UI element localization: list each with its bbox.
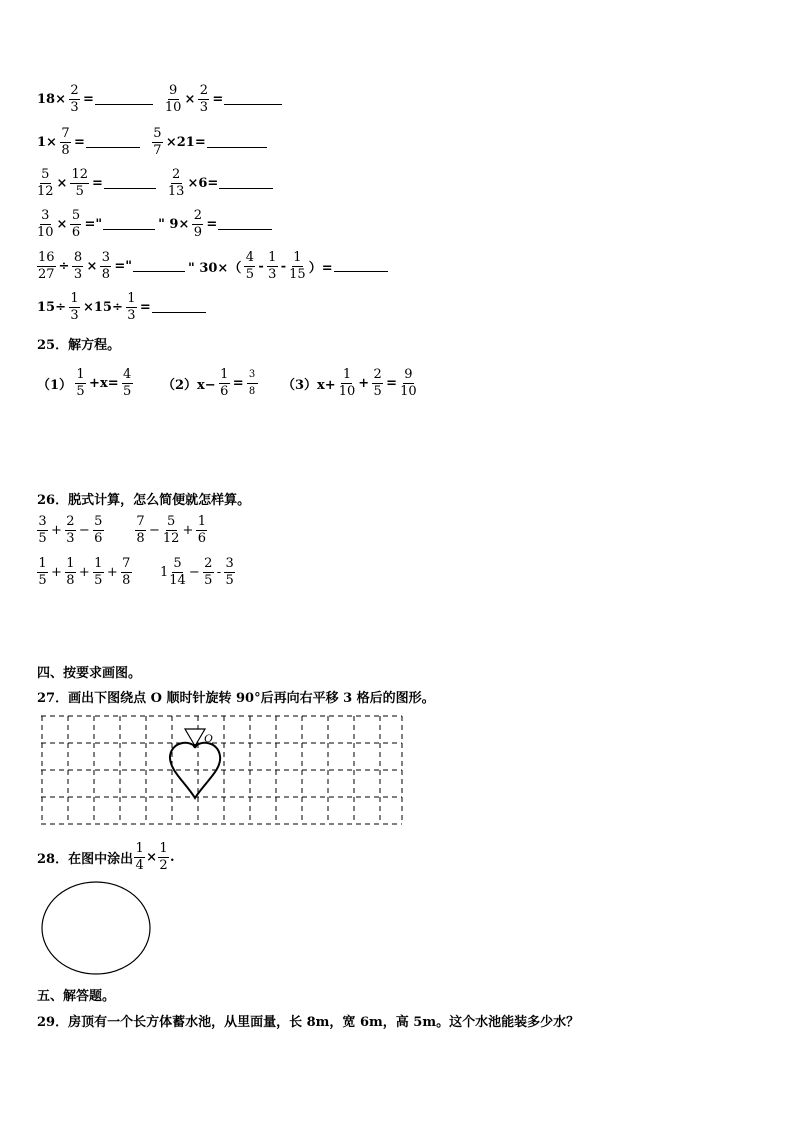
fraction [192, 209, 203, 240]
fraction [267, 251, 278, 282]
denominator: 6 [71, 225, 81, 240]
numerator: 2 [70, 83, 79, 98]
fraction [70, 209, 81, 240]
numerator: 5 [41, 167, 50, 182]
whole-number: 1 [160, 565, 169, 580]
calc-row-5 [37, 251, 391, 282]
equation-3 [282, 368, 420, 399]
fraction [244, 251, 255, 282]
answer-blank[interactable] [152, 302, 206, 313]
denominator: 15 [289, 267, 306, 282]
answer-blank[interactable] [133, 261, 185, 272]
plus: + [358, 376, 370, 391]
fraction [70, 168, 89, 199]
numerator: 1 [342, 367, 352, 382]
numerator: 2 [199, 83, 208, 98]
numerator: 1 [135, 841, 144, 856]
text: +x= [89, 376, 119, 391]
calc-row-1 [37, 84, 285, 115]
circle-figure[interactable] [40, 880, 154, 978]
equals: = [73, 135, 85, 150]
plus: + [51, 523, 62, 538]
point-o [193, 744, 197, 748]
denominator: 8 [66, 573, 75, 588]
expression-4 [160, 557, 238, 588]
minus: - [258, 259, 264, 274]
numerator: 2 [373, 367, 382, 382]
fraction [168, 168, 185, 199]
fraction [219, 368, 230, 399]
answer-blank[interactable] [218, 219, 272, 230]
text: " 30×（ [188, 261, 242, 276]
fraction [72, 251, 83, 282]
denominator: 8 [61, 143, 70, 158]
fraction [152, 127, 163, 158]
expression-2 [132, 515, 210, 546]
denominator: 3 [73, 267, 83, 282]
text: 28．在图中涂出 [37, 852, 134, 867]
denominator: 3 [199, 100, 208, 115]
denominator: 6 [94, 531, 103, 546]
numerator: 2 [172, 167, 181, 182]
minus: − [149, 523, 160, 538]
plus: + [182, 523, 194, 538]
denominator: 5 [38, 531, 47, 546]
plus: + [106, 565, 118, 580]
numerator: 1 [293, 250, 302, 265]
question-25-title: 25．解方程。 [37, 338, 121, 353]
denominator: 3 [127, 308, 136, 323]
text: . [170, 850, 175, 865]
numerator: 1 [66, 556, 75, 571]
answer-blank[interactable] [104, 178, 156, 189]
equals: = [206, 217, 218, 232]
divide: ÷ [58, 259, 70, 274]
dashed-grid[interactable] [40, 714, 404, 828]
answer-blank[interactable] [95, 94, 153, 105]
fraction [37, 168, 54, 199]
numerator: 3 [247, 368, 258, 384]
denominator: 3 [70, 308, 79, 323]
denominator: 6 [197, 531, 206, 546]
question-27-title: 27．画出下图绕点 O 顺时针旋转 90°后再向右平移 3 格后的图形。 [37, 691, 435, 706]
numerator: 1 [70, 291, 79, 306]
fraction [289, 251, 306, 282]
text: 18× [37, 92, 66, 107]
fraction [65, 515, 76, 546]
denominator: 3 [70, 100, 79, 115]
numerator: 4 [122, 367, 132, 382]
fraction [122, 368, 133, 399]
numerator: 7 [122, 556, 131, 571]
numerator: 9 [404, 367, 413, 382]
times: × [184, 92, 196, 107]
fraction [121, 557, 132, 588]
numerator: 1 [220, 367, 229, 382]
numerator: 3 [101, 250, 110, 265]
answer-blank[interactable] [224, 94, 282, 105]
answer-blank[interactable] [207, 137, 267, 148]
denominator: 8 [101, 267, 110, 282]
fraction [93, 557, 104, 588]
fraction [339, 368, 356, 399]
plus: + [78, 565, 90, 580]
text: ×15÷ [82, 300, 123, 315]
calc-row-2 [37, 127, 270, 158]
fraction [135, 515, 146, 546]
numerator: 1 [127, 291, 136, 306]
fraction [163, 515, 180, 546]
fraction [69, 84, 80, 115]
fraction [196, 515, 207, 546]
fraction [198, 84, 209, 115]
denominator: 5 [373, 384, 382, 399]
denominator: 27 [38, 267, 55, 282]
numerator: 2 [204, 556, 213, 571]
denominator: 10 [338, 384, 356, 399]
denominator: 5 [76, 384, 85, 399]
fraction [372, 368, 383, 399]
point-o-label: O [204, 731, 213, 745]
numerator: 7 [61, 126, 70, 141]
plus: + [51, 565, 62, 580]
times: × [146, 850, 157, 865]
numerator: 5 [167, 514, 176, 529]
equals: = [92, 176, 103, 191]
fraction [75, 368, 86, 399]
calc-row-6 [37, 292, 209, 323]
denominator: 9 [193, 225, 203, 240]
equals: = [386, 376, 398, 391]
text: " 9× [158, 217, 190, 232]
numerator: 3 [38, 514, 47, 529]
denominator: 8 [248, 386, 256, 397]
text: ×21= [165, 135, 206, 150]
times: × [86, 259, 98, 274]
fraction [165, 84, 182, 115]
numerator: 5 [71, 208, 81, 223]
denominator: 12 [37, 184, 54, 199]
fraction [69, 292, 80, 323]
numerator: 2 [66, 514, 75, 529]
numerator: 5 [173, 556, 182, 571]
denominator: 5 [204, 573, 213, 588]
fraction [400, 368, 417, 399]
denominator: 5 [38, 573, 47, 588]
fraction [37, 209, 54, 240]
minus: − [188, 565, 200, 580]
denominator: 5 [225, 573, 234, 588]
text: ）= [308, 261, 333, 276]
denominator: 3 [268, 267, 277, 282]
numerator: 1 [94, 556, 103, 571]
answer-blank[interactable] [86, 137, 140, 148]
question-29-title: 29．房顶有一个长方体蓄水池，从里面量，长 8m，宽 6m，高 5m。这个水池能装多少水？ [37, 1015, 580, 1030]
numerator: 1 [38, 556, 47, 571]
fraction [169, 557, 186, 588]
equation-label: （3）x+ [282, 378, 336, 393]
numerator: 1 [197, 514, 206, 529]
fraction [37, 557, 48, 588]
numerator: 3 [225, 556, 234, 571]
section-4-title: 四、按要求画图。 [37, 666, 142, 681]
denominator: 7 [153, 143, 162, 158]
equals: =" [84, 217, 103, 232]
fraction [203, 557, 214, 588]
fraction [100, 251, 111, 282]
text: 1× [37, 135, 57, 150]
numerator: 4 [245, 250, 254, 265]
numerator: 1 [76, 367, 85, 382]
equals: = [82, 92, 94, 107]
fraction [37, 515, 48, 546]
minus: - [280, 259, 287, 274]
answer-blank[interactable] [334, 261, 388, 272]
equation-label: （2）x− [162, 378, 216, 393]
denominator: 2 [159, 858, 168, 873]
fraction [247, 368, 258, 399]
numerator: 5 [153, 126, 162, 141]
fraction [134, 842, 145, 873]
fraction [60, 127, 71, 158]
denominator: 10 [164, 100, 182, 115]
fraction [158, 842, 169, 873]
numerator: 2 [193, 208, 203, 223]
denominator: 12 [162, 531, 180, 546]
fraction [126, 292, 137, 323]
numerator: 3 [41, 208, 50, 223]
equation-2 [162, 368, 261, 399]
denominator: 13 [167, 184, 185, 199]
numerator: 5 [94, 514, 103, 529]
times: × [56, 176, 68, 191]
denominator: 8 [122, 573, 131, 588]
expression-1 [37, 515, 107, 546]
text: 15÷ [37, 300, 66, 315]
denominator: 5 [75, 184, 84, 199]
section-5-title: 五、解答题。 [37, 989, 116, 1004]
denominator: 8 [136, 531, 145, 546]
fraction [65, 557, 76, 588]
denominator: 3 [66, 531, 75, 546]
answer-blank[interactable] [219, 178, 273, 189]
fraction [93, 515, 104, 546]
numerator: 12 [71, 167, 88, 182]
minus: − [78, 523, 90, 538]
equation-label: （1） [37, 378, 73, 393]
denominator: 10 [37, 225, 54, 240]
fraction [224, 557, 235, 588]
calc-row-4 [37, 209, 275, 240]
times: × [56, 217, 68, 232]
numerator: 7 [136, 514, 145, 529]
equals: = [232, 376, 244, 391]
denominator: 14 [169, 573, 186, 588]
numerator: 8 [73, 250, 83, 265]
denominator: 5 [245, 267, 254, 282]
answer-blank[interactable] [103, 219, 155, 230]
denominator: 4 [135, 858, 144, 873]
minus: - [216, 565, 222, 580]
numerator: 1 [268, 250, 277, 265]
equation-1 [37, 368, 136, 399]
question-28-title [37, 842, 175, 873]
denominator: 5 [122, 384, 132, 399]
question-26-title: 26．脱式计算，怎么简便就怎样算。 [37, 493, 251, 508]
equals: =" [114, 259, 133, 274]
text: ×6= [187, 176, 219, 191]
numerator: 1 [159, 841, 168, 856]
grid-lines [41, 716, 402, 824]
calc-row-3 [37, 168, 276, 199]
numerator: 9 [169, 83, 178, 98]
denominator: 5 [94, 573, 103, 588]
equals: = [212, 92, 224, 107]
fraction [37, 251, 56, 282]
numerator: 16 [38, 250, 55, 265]
expression-3 [37, 557, 135, 588]
denominator: 10 [400, 384, 417, 399]
denominator: 6 [220, 384, 229, 399]
equals: = [139, 300, 151, 315]
